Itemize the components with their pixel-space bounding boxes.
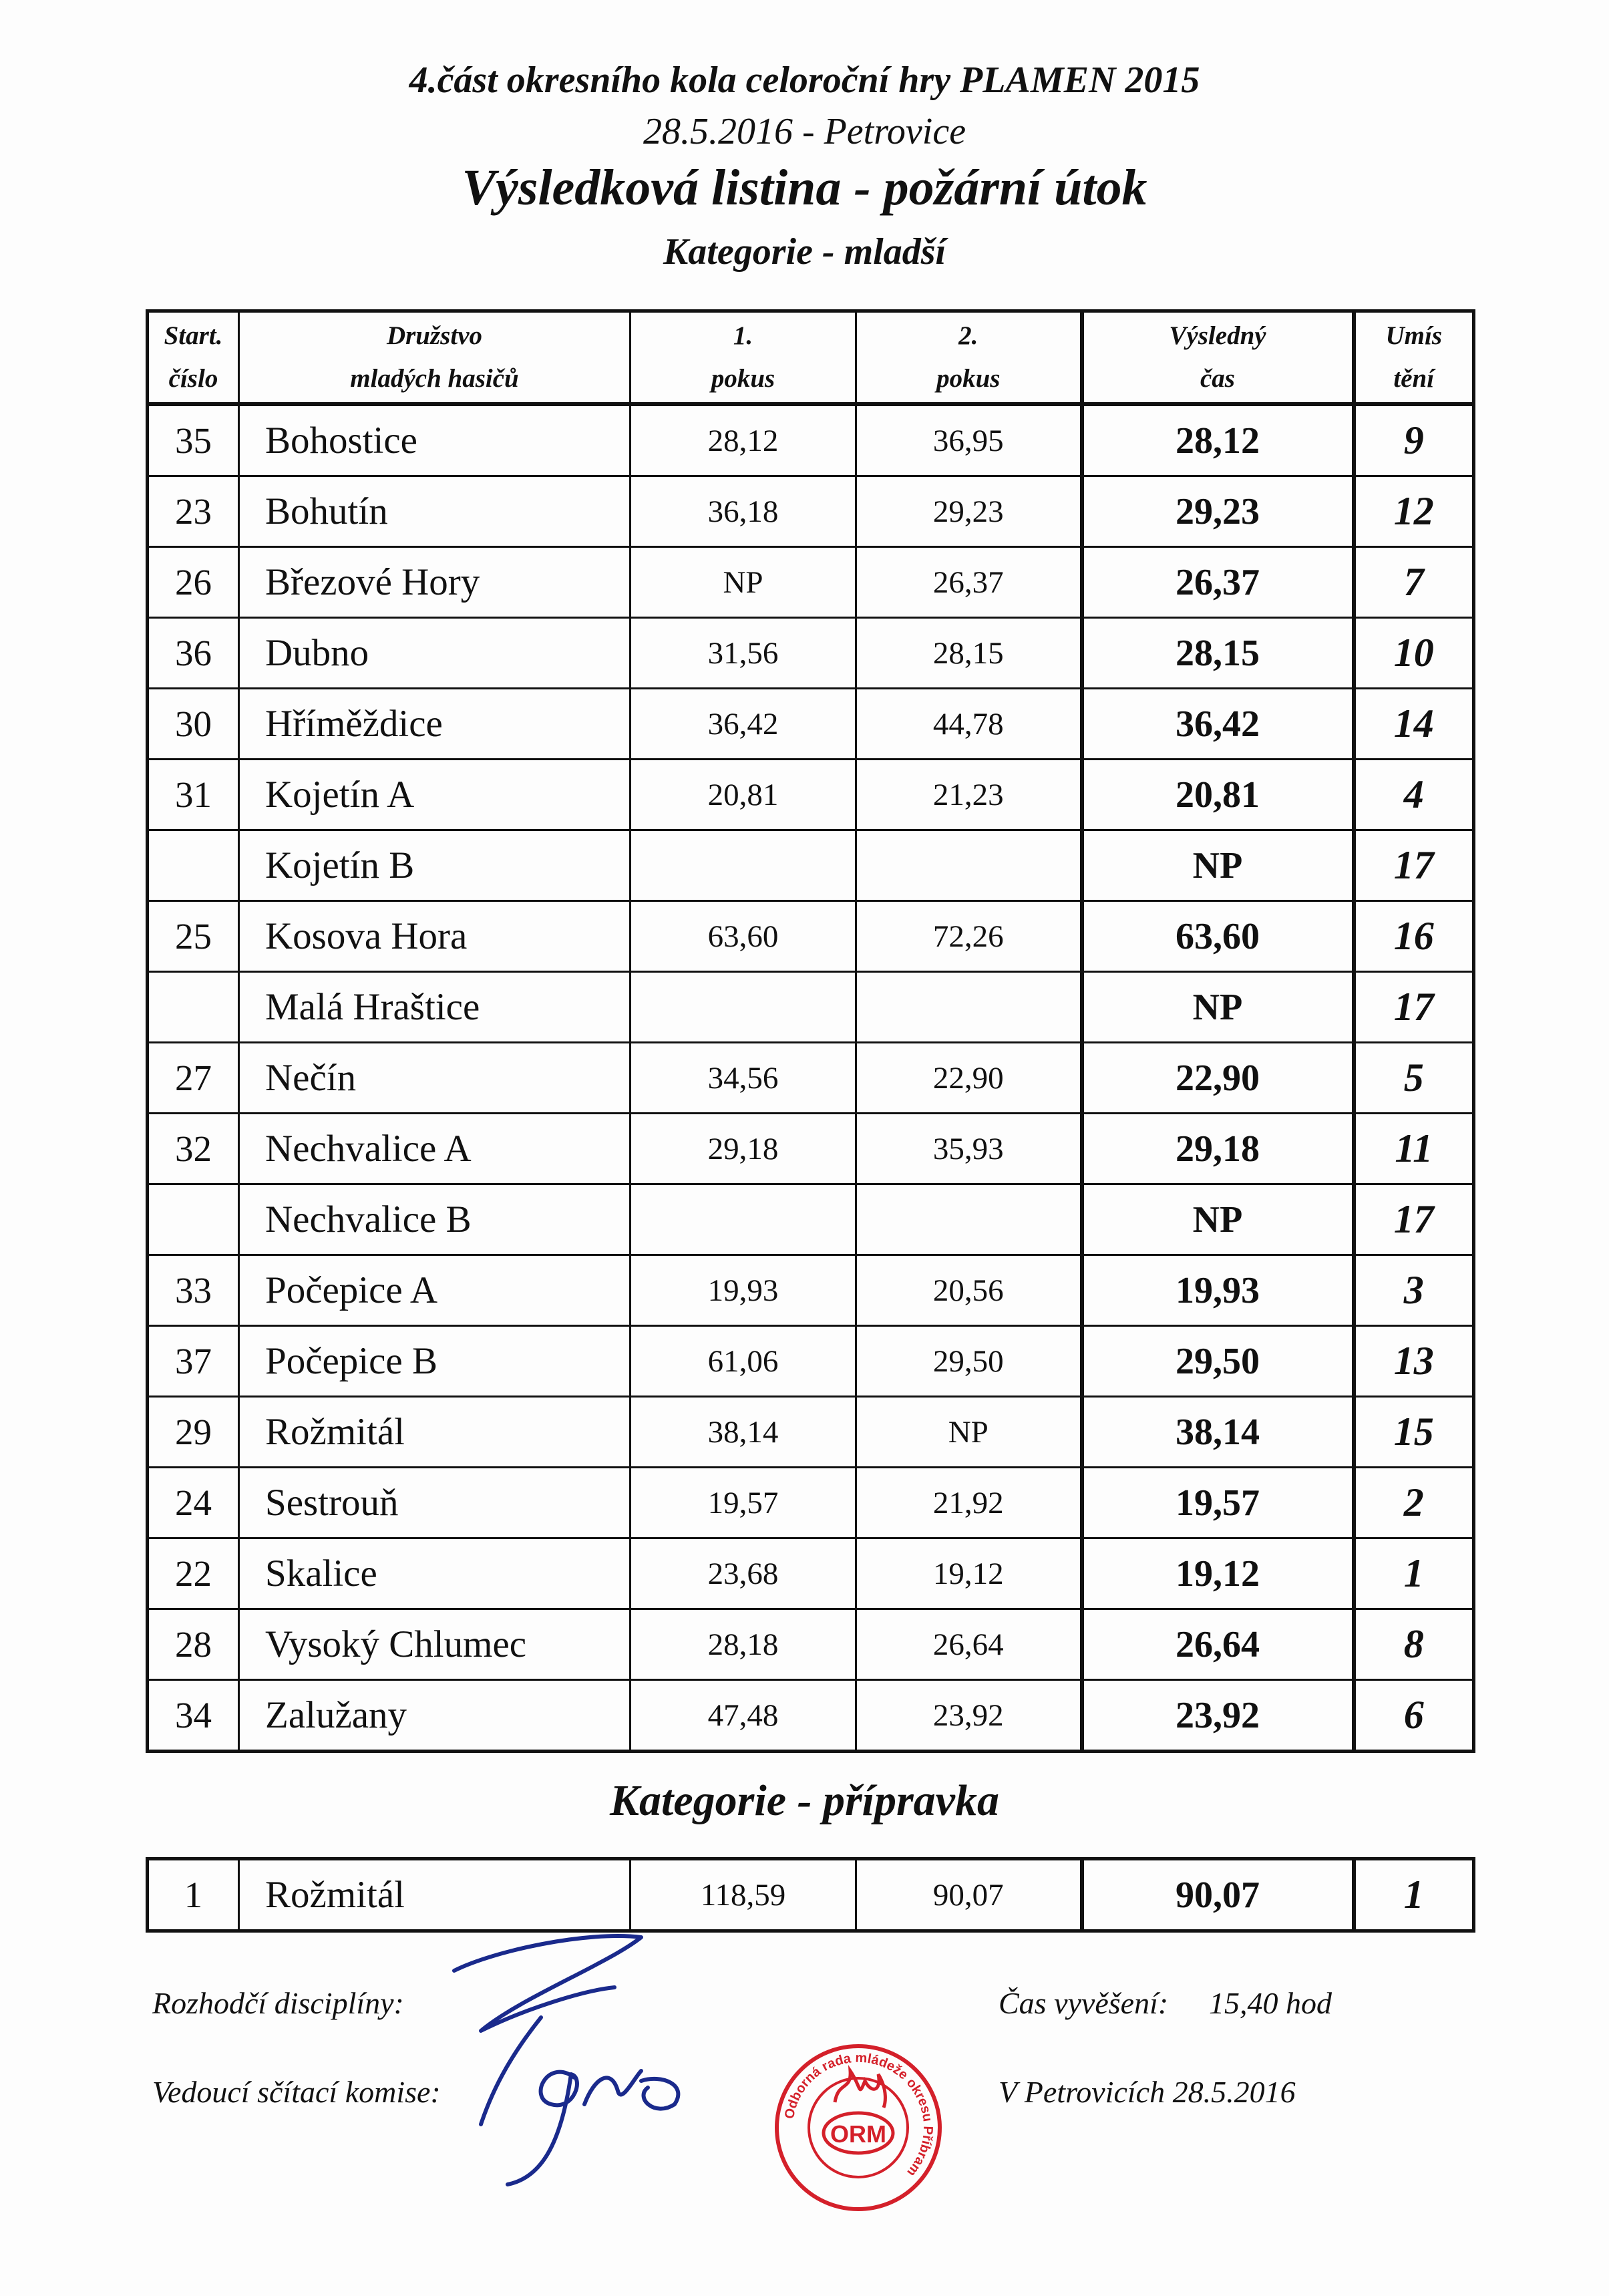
posting-time-value: 15,40 hod [1209, 1986, 1332, 2020]
cell-result: 28,12 [1082, 404, 1354, 476]
table-row [148, 972, 1474, 1043]
cell-team: Rožmitál [239, 1397, 631, 1468]
col-team-header: Družstvo mladých hasičů [239, 311, 631, 405]
cell-start [148, 972, 239, 1043]
cell-team: Počepice A [239, 1255, 631, 1326]
cell-team: Kojetín A [239, 760, 631, 830]
cell-rank: 17 [1354, 1184, 1474, 1255]
cell-try2: NP [856, 1397, 1082, 1468]
cell-try1 [631, 830, 856, 901]
cell-result: 20,81 [1082, 760, 1354, 830]
cell-try1: 28,12 [631, 404, 856, 476]
table-row [148, 1184, 1474, 1255]
cell-rank: 15 [1354, 1397, 1474, 1468]
cell-try1: 19,57 [631, 1468, 856, 1538]
cell-start: 26 [148, 547, 239, 618]
table-row [148, 1680, 1474, 1752]
cell-start: 24 [148, 1468, 239, 1538]
table-row [148, 1326, 1474, 1397]
cell-team: Březové Hory [239, 547, 631, 618]
cell-result: 29,18 [1082, 1114, 1354, 1184]
cell-result: 90,07 [1082, 1859, 1354, 1931]
cell-start: 29 [148, 1397, 239, 1468]
cell-team: Skalice [239, 1538, 631, 1609]
cell-result: 28,15 [1082, 618, 1354, 689]
table-row [148, 689, 1474, 760]
cell-start: 27 [148, 1043, 239, 1114]
cell-start: 23 [148, 476, 239, 547]
cell-try2: 26,37 [856, 547, 1082, 618]
title-line-1: 4.část okresního kola celoroční hry PLAMEN 2015 [409, 59, 1200, 101]
table-row [148, 1043, 1474, 1114]
cell-start: 25 [148, 901, 239, 972]
cell-try2: 35,93 [856, 1114, 1082, 1184]
cell-try2: 44,78 [856, 689, 1082, 760]
cell-start: 32 [148, 1114, 239, 1184]
cell-try2: 23,92 [856, 1680, 1082, 1752]
table-row [148, 1255, 1474, 1326]
cell-rank: 16 [1354, 901, 1474, 972]
cell-rank: 2 [1354, 1468, 1474, 1538]
cell-try2: 20,56 [856, 1255, 1082, 1326]
cell-start: 37 [148, 1326, 239, 1397]
cell-try2: 28,15 [856, 618, 1082, 689]
cell-rank: 4 [1354, 760, 1474, 830]
table-row [148, 1114, 1474, 1184]
cell-try1: 28,18 [631, 1609, 856, 1680]
cell-team: Nechvalice A [239, 1114, 631, 1184]
cell-rank: 8 [1354, 1609, 1474, 1680]
cell-team: Počepice B [239, 1326, 631, 1397]
cell-try1: 23,68 [631, 1538, 856, 1609]
cell-start: 36 [148, 618, 239, 689]
cell-result: NP [1082, 830, 1354, 901]
cell-start: 35 [148, 404, 239, 476]
cell-team: Vysoký Chlumec [239, 1609, 631, 1680]
cell-start: 34 [148, 1680, 239, 1752]
cell-start: 1 [148, 1859, 239, 1931]
cell-start: 28 [148, 1609, 239, 1680]
cell-try2 [856, 972, 1082, 1043]
cell-result: NP [1082, 1184, 1354, 1255]
cell-try1: 118,59 [631, 1859, 856, 1931]
category-2-title: Kategorie - přípravka [610, 1776, 999, 1825]
cell-rank: 9 [1354, 404, 1474, 476]
cell-try1: 36,42 [631, 689, 856, 760]
table-row [148, 830, 1474, 901]
stamp-center-text: ORM [830, 2120, 886, 2148]
cell-rank: 6 [1354, 1680, 1474, 1752]
cell-try2: 72,26 [856, 901, 1082, 972]
col-start-header: Start. číslo [148, 311, 239, 405]
cell-result: 29,23 [1082, 476, 1354, 547]
cell-team: Nechvalice B [239, 1184, 631, 1255]
committee-head-label: Vedoucí sčítací komise: [152, 2075, 441, 2109]
cell-rank: 10 [1354, 618, 1474, 689]
cell-try2: 21,92 [856, 1468, 1082, 1538]
cell-try1: 61,06 [631, 1326, 856, 1397]
table-row [148, 1397, 1474, 1468]
cell-result: 22,90 [1082, 1043, 1354, 1114]
header-row [148, 311, 1474, 405]
cell-result: 26,37 [1082, 547, 1354, 618]
col-result-header: Výsledný čas [1082, 311, 1354, 405]
cell-try2: 21,23 [856, 760, 1082, 830]
cell-rank: 12 [1354, 476, 1474, 547]
table-row [148, 1468, 1474, 1538]
place-date-label: V Petrovicích 28.5.2016 [999, 2075, 1296, 2109]
cell-try2: 90,07 [856, 1859, 1082, 1931]
table-row [148, 547, 1474, 618]
cell-rank: 17 [1354, 972, 1474, 1043]
cell-try2: 19,12 [856, 1538, 1082, 1609]
table-row [148, 760, 1474, 830]
cell-rank: 7 [1354, 547, 1474, 618]
cell-result: 23,92 [1082, 1680, 1354, 1752]
cell-team: Bohostice [239, 404, 631, 476]
cell-team: Nečín [239, 1043, 631, 1114]
table-row [148, 901, 1474, 972]
cell-start [148, 1184, 239, 1255]
cell-try2: 26,64 [856, 1609, 1082, 1680]
table-row [148, 1609, 1474, 1680]
signature-icon [441, 1924, 695, 2191]
cell-result: 26,64 [1082, 1609, 1354, 1680]
results-table [146, 309, 1475, 1753]
cell-start: 22 [148, 1538, 239, 1609]
cell-try2 [856, 1184, 1082, 1255]
posting-time-label: Čas vyvěšení: [999, 1986, 1169, 2020]
cell-result: 19,93 [1082, 1255, 1354, 1326]
table-row [148, 618, 1474, 689]
cell-try1 [631, 972, 856, 1043]
cell-rank: 5 [1354, 1043, 1474, 1114]
cell-rank: 3 [1354, 1255, 1474, 1326]
cell-start: 30 [148, 689, 239, 760]
cell-try2: 29,50 [856, 1326, 1082, 1397]
cell-try2: 29,23 [856, 476, 1082, 547]
cell-team: Dubno [239, 618, 631, 689]
cell-result: 29,50 [1082, 1326, 1354, 1397]
cell-team: Rožmitál [239, 1859, 631, 1931]
cell-result: 36,42 [1082, 689, 1354, 760]
cell-team: Kosova Hora [239, 901, 631, 972]
table-row [148, 1538, 1474, 1609]
cell-result: 63,60 [1082, 901, 1354, 972]
cell-rank: 17 [1354, 830, 1474, 901]
title-line-3: Výsledková listina - požární útok [462, 160, 1147, 216]
cell-try1: 34,56 [631, 1043, 856, 1114]
judge-label: Rozhodčí disciplíny: [152, 1986, 404, 2020]
cell-try1: 31,56 [631, 618, 856, 689]
cell-rank: 1 [1354, 1859, 1474, 1931]
cell-rank: 13 [1354, 1326, 1474, 1397]
cell-team: Sestrouň [239, 1468, 631, 1538]
cell-try1: 29,18 [631, 1114, 856, 1184]
title-line-2: 28.5.2016 - Petrovice [643, 111, 966, 152]
col-rank-header: Umís tění [1354, 311, 1474, 405]
cell-result: 38,14 [1082, 1397, 1354, 1468]
stamp-ring-text: Odborná rada mládeže okresu Příbram [781, 2050, 936, 2180]
cell-try1: 47,48 [631, 1680, 856, 1752]
cell-team: Bohutín [239, 476, 631, 547]
cell-team: Hříměždice [239, 689, 631, 760]
cell-try1: NP [631, 547, 856, 618]
table-row [148, 1859, 1474, 1931]
cell-try2 [856, 830, 1082, 901]
cell-rank: 11 [1354, 1114, 1474, 1184]
cell-start: 31 [148, 760, 239, 830]
flame-icon [835, 2071, 885, 2108]
category-2-table [146, 1857, 1475, 1933]
cell-try2: 36,95 [856, 404, 1082, 476]
cell-team: Kojetín B [239, 830, 631, 901]
cell-try1: 36,18 [631, 476, 856, 547]
cell-try1: 20,81 [631, 760, 856, 830]
stamp-icon [771, 2041, 945, 2215]
cell-try1 [631, 1184, 856, 1255]
cell-result: NP [1082, 972, 1354, 1043]
cell-start: 33 [148, 1255, 239, 1326]
table-row [148, 476, 1474, 547]
table-row [148, 404, 1474, 476]
cell-rank: 14 [1354, 689, 1474, 760]
cell-team: Malá Hraštice [239, 972, 631, 1043]
col-try2-header: 2. pokus [856, 311, 1082, 405]
cell-try1: 38,14 [631, 1397, 856, 1468]
cell-try1: 63,60 [631, 901, 856, 972]
cell-try2: 22,90 [856, 1043, 1082, 1114]
cell-result: 19,12 [1082, 1538, 1354, 1609]
cell-team: Zalužany [239, 1680, 631, 1752]
cell-start [148, 830, 239, 901]
category-title: Kategorie - mladší [663, 231, 946, 273]
cell-try1: 19,93 [631, 1255, 856, 1326]
cell-rank: 1 [1354, 1538, 1474, 1609]
cell-result: 19,57 [1082, 1468, 1354, 1538]
col-try1-header: 1. pokus [631, 311, 856, 405]
